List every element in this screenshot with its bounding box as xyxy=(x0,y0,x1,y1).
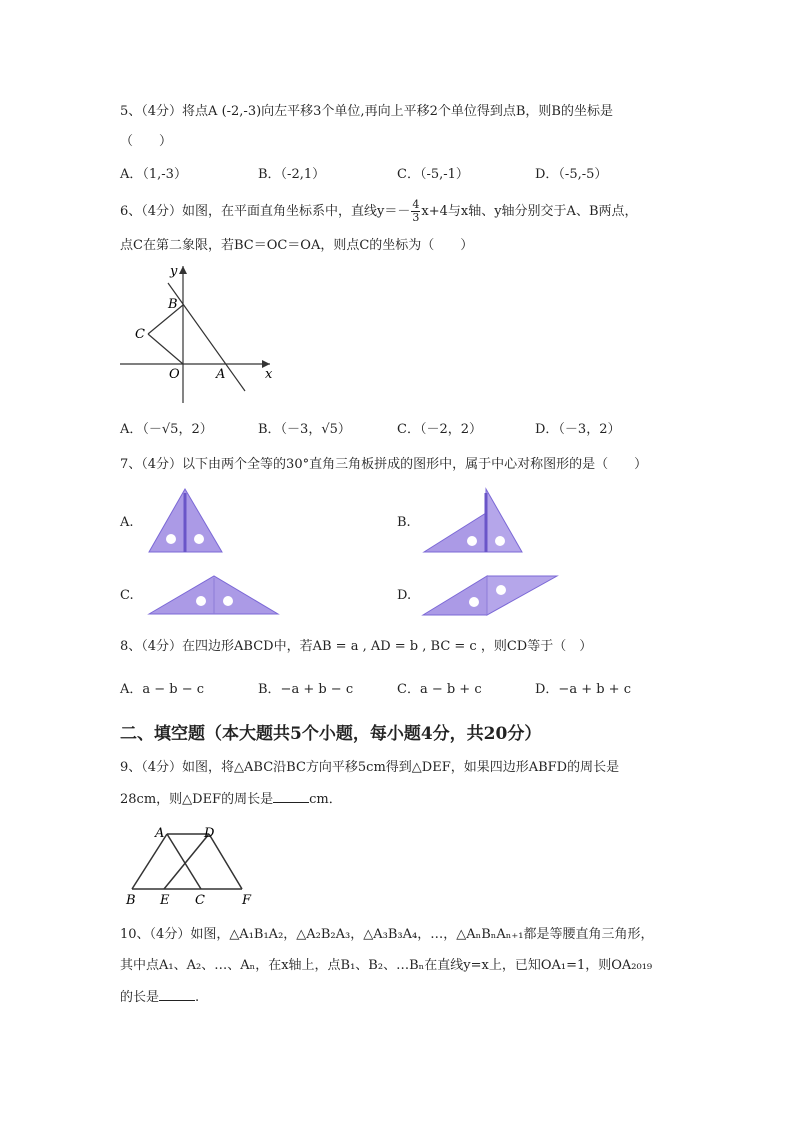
q7-figure-a xyxy=(145,485,230,557)
q7-option-b-label: B. xyxy=(397,515,411,530)
q7-d-hole-right xyxy=(496,585,506,595)
q9-label-a: A xyxy=(155,826,165,841)
q7-stem: 7、（4分）以下由两个全等的30°直角三角板拼成的图形中，属于中心对称图形的是（ ） xyxy=(120,457,648,472)
q6-segment-co xyxy=(148,334,183,364)
q6-stem-part2: x+4与x轴、y轴分别交于A、B两点， xyxy=(421,204,638,219)
q10-stem-line2: 其中点A₁、A₂、…、Aₙ，在x轴上，点B₁、B₂、…Bₙ在直线y=x上，已知OA₁=1，则OA₂₀₁₉ xyxy=(120,958,653,973)
q7-b-hole-right xyxy=(495,536,505,546)
q8-option-c: C．a − b + c xyxy=(397,682,482,697)
q5-option-a: A．（1,-3） xyxy=(120,167,187,182)
q9-label-d: D xyxy=(204,826,215,841)
q6-segment-bc xyxy=(148,305,183,334)
q10-stem-line3 xyxy=(120,988,199,1007)
q7-option-d-label: D. xyxy=(397,588,412,603)
q7-b-triangle-left xyxy=(424,513,486,552)
q7-figure-c xyxy=(146,573,282,619)
q9-side-ab xyxy=(132,834,167,889)
q7-option-c-label: C. xyxy=(120,588,134,603)
q9-label-f: F xyxy=(242,893,252,908)
q10-answer-blank[interactable] xyxy=(159,988,195,1001)
q7-c-hole-right xyxy=(223,596,233,606)
q9-side-de xyxy=(164,834,209,889)
q6-y-arrow xyxy=(179,266,187,274)
q6-label-a: A xyxy=(216,367,226,382)
q7-d-triangle-left xyxy=(423,576,487,615)
q6-label-y: y xyxy=(170,264,178,279)
q5-option-c: C．（-5,-1） xyxy=(397,167,469,182)
q10-stem-part1: 的长是 xyxy=(120,990,160,1005)
q9-label-e: E xyxy=(160,893,170,908)
q9-side-df xyxy=(209,834,242,889)
q7-a-hole-right xyxy=(194,534,204,544)
q9-stem-line2 xyxy=(120,790,342,809)
q6-option-c: C．（－2，2） xyxy=(397,422,482,437)
q6-fraction-denominator: 3 xyxy=(412,211,420,224)
q5-stem-line1: 5、（4分）将点A (-2,-3)向左平移3个单位,再向上平移2个单位得到点B，则B的坐标是 xyxy=(120,104,613,119)
q7-figure-b xyxy=(420,485,528,557)
q9-side-ac xyxy=(167,834,201,889)
q6-coordinate-figure xyxy=(115,258,280,408)
q8-option-d: D．−a + b + c xyxy=(535,682,631,697)
q7-d-triangle-right xyxy=(487,576,557,615)
q9-stem-part2: cm． xyxy=(309,792,342,807)
q10-stem-part2: . xyxy=(195,990,200,1005)
section-2-title: 二、填空题（本大题共5个小题，每小题4分，共20分） xyxy=(120,724,542,744)
q7-d-hole-left xyxy=(469,597,479,607)
q5-stem-line2: （ ） xyxy=(120,134,173,149)
q9-stem-part1: 28cm，则△DEF的周长是 xyxy=(120,792,274,807)
q6-label-o: O xyxy=(169,367,180,382)
q6-stem-part1: 6、（4分）如图，在平面直角坐标系中，直线y＝－ xyxy=(120,204,411,219)
q7-option-a-label: A. xyxy=(120,515,134,530)
q6-label-c: C xyxy=(135,327,145,342)
q8-option-b: B．−a + b − c xyxy=(258,682,354,697)
q7-b-hole-left xyxy=(467,536,477,546)
q10-stem-line1: 10、（4分）如图，△A₁B₁A₂，△A₂B₂A₃，△A₃B₃A₄，…，△AₙBₙAₙ₊₁都是等腰直角三角形， xyxy=(120,927,654,942)
q5-option-b: B．（-2,1） xyxy=(258,167,326,182)
q6-option-b: B．（－3，√5） xyxy=(258,422,351,437)
q7-c-hole-left xyxy=(196,596,206,606)
q7-a-hole-left xyxy=(166,534,176,544)
q8-stem: 8、（4分）在四边形ABCD中，若AB = a , AD = b , BC = c ，则CD等于（ ） xyxy=(120,639,593,654)
q6-stem-line2: 点C在第二象限，若BC＝OC＝OA，则点C的坐标为（ ） xyxy=(120,238,474,253)
q6-label-b: B xyxy=(168,297,178,312)
q6-fraction xyxy=(411,199,420,224)
q5-option-d: D．（-5,-5） xyxy=(535,167,608,182)
q6-option-a: A．（－√5，2） xyxy=(120,422,213,437)
q9-label-c: C xyxy=(195,893,205,908)
q9-label-b: B xyxy=(126,893,136,908)
q9-translation-figure xyxy=(118,822,268,908)
q6-label-x: x xyxy=(265,367,273,382)
q7-figure-d xyxy=(420,572,560,620)
q6-stem-line1 xyxy=(120,199,638,224)
q9-stem-line1: 9、（4分）如图，将△ABC沿BC方向平移5cm得到△DEF，如果四边形ABFD的周长是 xyxy=(120,760,620,775)
q6-option-d: D．（－3，2） xyxy=(535,422,621,437)
q6-fraction-numerator: 4 xyxy=(412,198,420,211)
q8-option-a: A．a − b − c xyxy=(120,682,205,697)
q9-answer-blank[interactable] xyxy=(273,790,309,803)
